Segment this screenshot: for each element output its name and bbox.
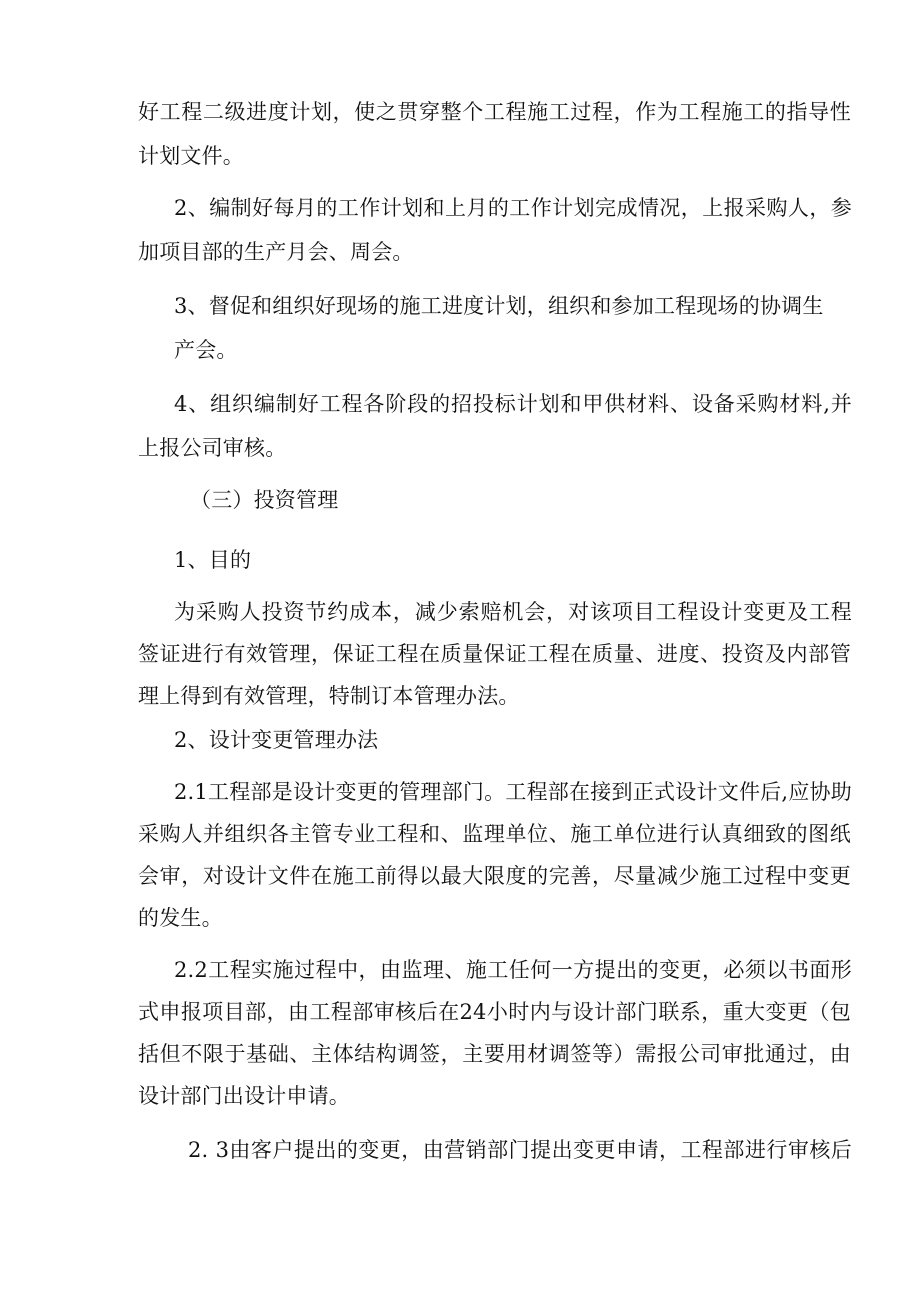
paragraph-line: 上报公司审核。: [138, 436, 287, 460]
paragraph-line: 计划文件。: [138, 144, 244, 168]
paragraph-line: 2、编制好每月的工作计划和上月的工作计划完成情况，上报采购人，参: [174, 196, 852, 220]
paragraph-line: 签证进行有效管理，保证工程在质量保证工程在质量、进度、投资及内部管: [138, 642, 851, 666]
paragraph-line: 的发生。: [138, 906, 223, 930]
paragraph-line: 好工程二级进度计划，使之贯穿整个工程施工过程，作为工程施工的指导性: [138, 100, 851, 124]
paragraph-line: 采购人并组织各主管专业工程和、监理单位、施工单位进行认真细致的图纸: [138, 822, 851, 846]
paragraph-line: 2. 3由客户提出的变更，由营销部门提出变更申请，工程部进行审核后: [188, 1138, 852, 1162]
section-heading: （三）投资管理: [190, 488, 339, 512]
paragraph-line: 2.1工程部是设计变更的管理部门。工程部在接到正式设计文件后,应协助: [174, 780, 852, 804]
paragraph-line: 会审，对设计文件在施工前得以最大限度的完善，尽量减少施工过程中变更: [138, 864, 851, 888]
paragraph-line: 式申报项目部，由工程部审核后在24小时内与设计部门联系，重大变更（包: [138, 1000, 851, 1024]
paragraph-line: 2、设计变更管理办法: [174, 728, 379, 752]
paragraph-line: 4、组织编制好工程各阶段的招投标计划和甲供材料、设备采购材料,并: [174, 392, 852, 416]
paragraph-line: 括但不限于基础、主体结构调签，主要用材调签等）需报公司审批通过，由: [138, 1042, 851, 1066]
paragraph-line: 2.2工程实施过程中，由监理、施工任何一方提出的变更，必须以书面形: [174, 958, 852, 982]
paragraph-line: 理上得到有效管理，特制订本管理办法。: [138, 684, 520, 708]
paragraph-line: 设计部门出设计申请。: [138, 1084, 350, 1108]
paragraph-line: 3、督促和组织好现场的施工进度计划，组织和参加工程现场的协调生: [174, 294, 824, 318]
paragraph-line: 产会。: [174, 338, 238, 362]
paragraph-line: 加项目部的生产月会、周会。: [138, 240, 414, 264]
paragraph-line: 为采购人投资节约成本，减少索赔机会，对该项目工程设计变更及工程: [174, 600, 852, 624]
paragraph-line: 1、目的: [174, 548, 252, 572]
